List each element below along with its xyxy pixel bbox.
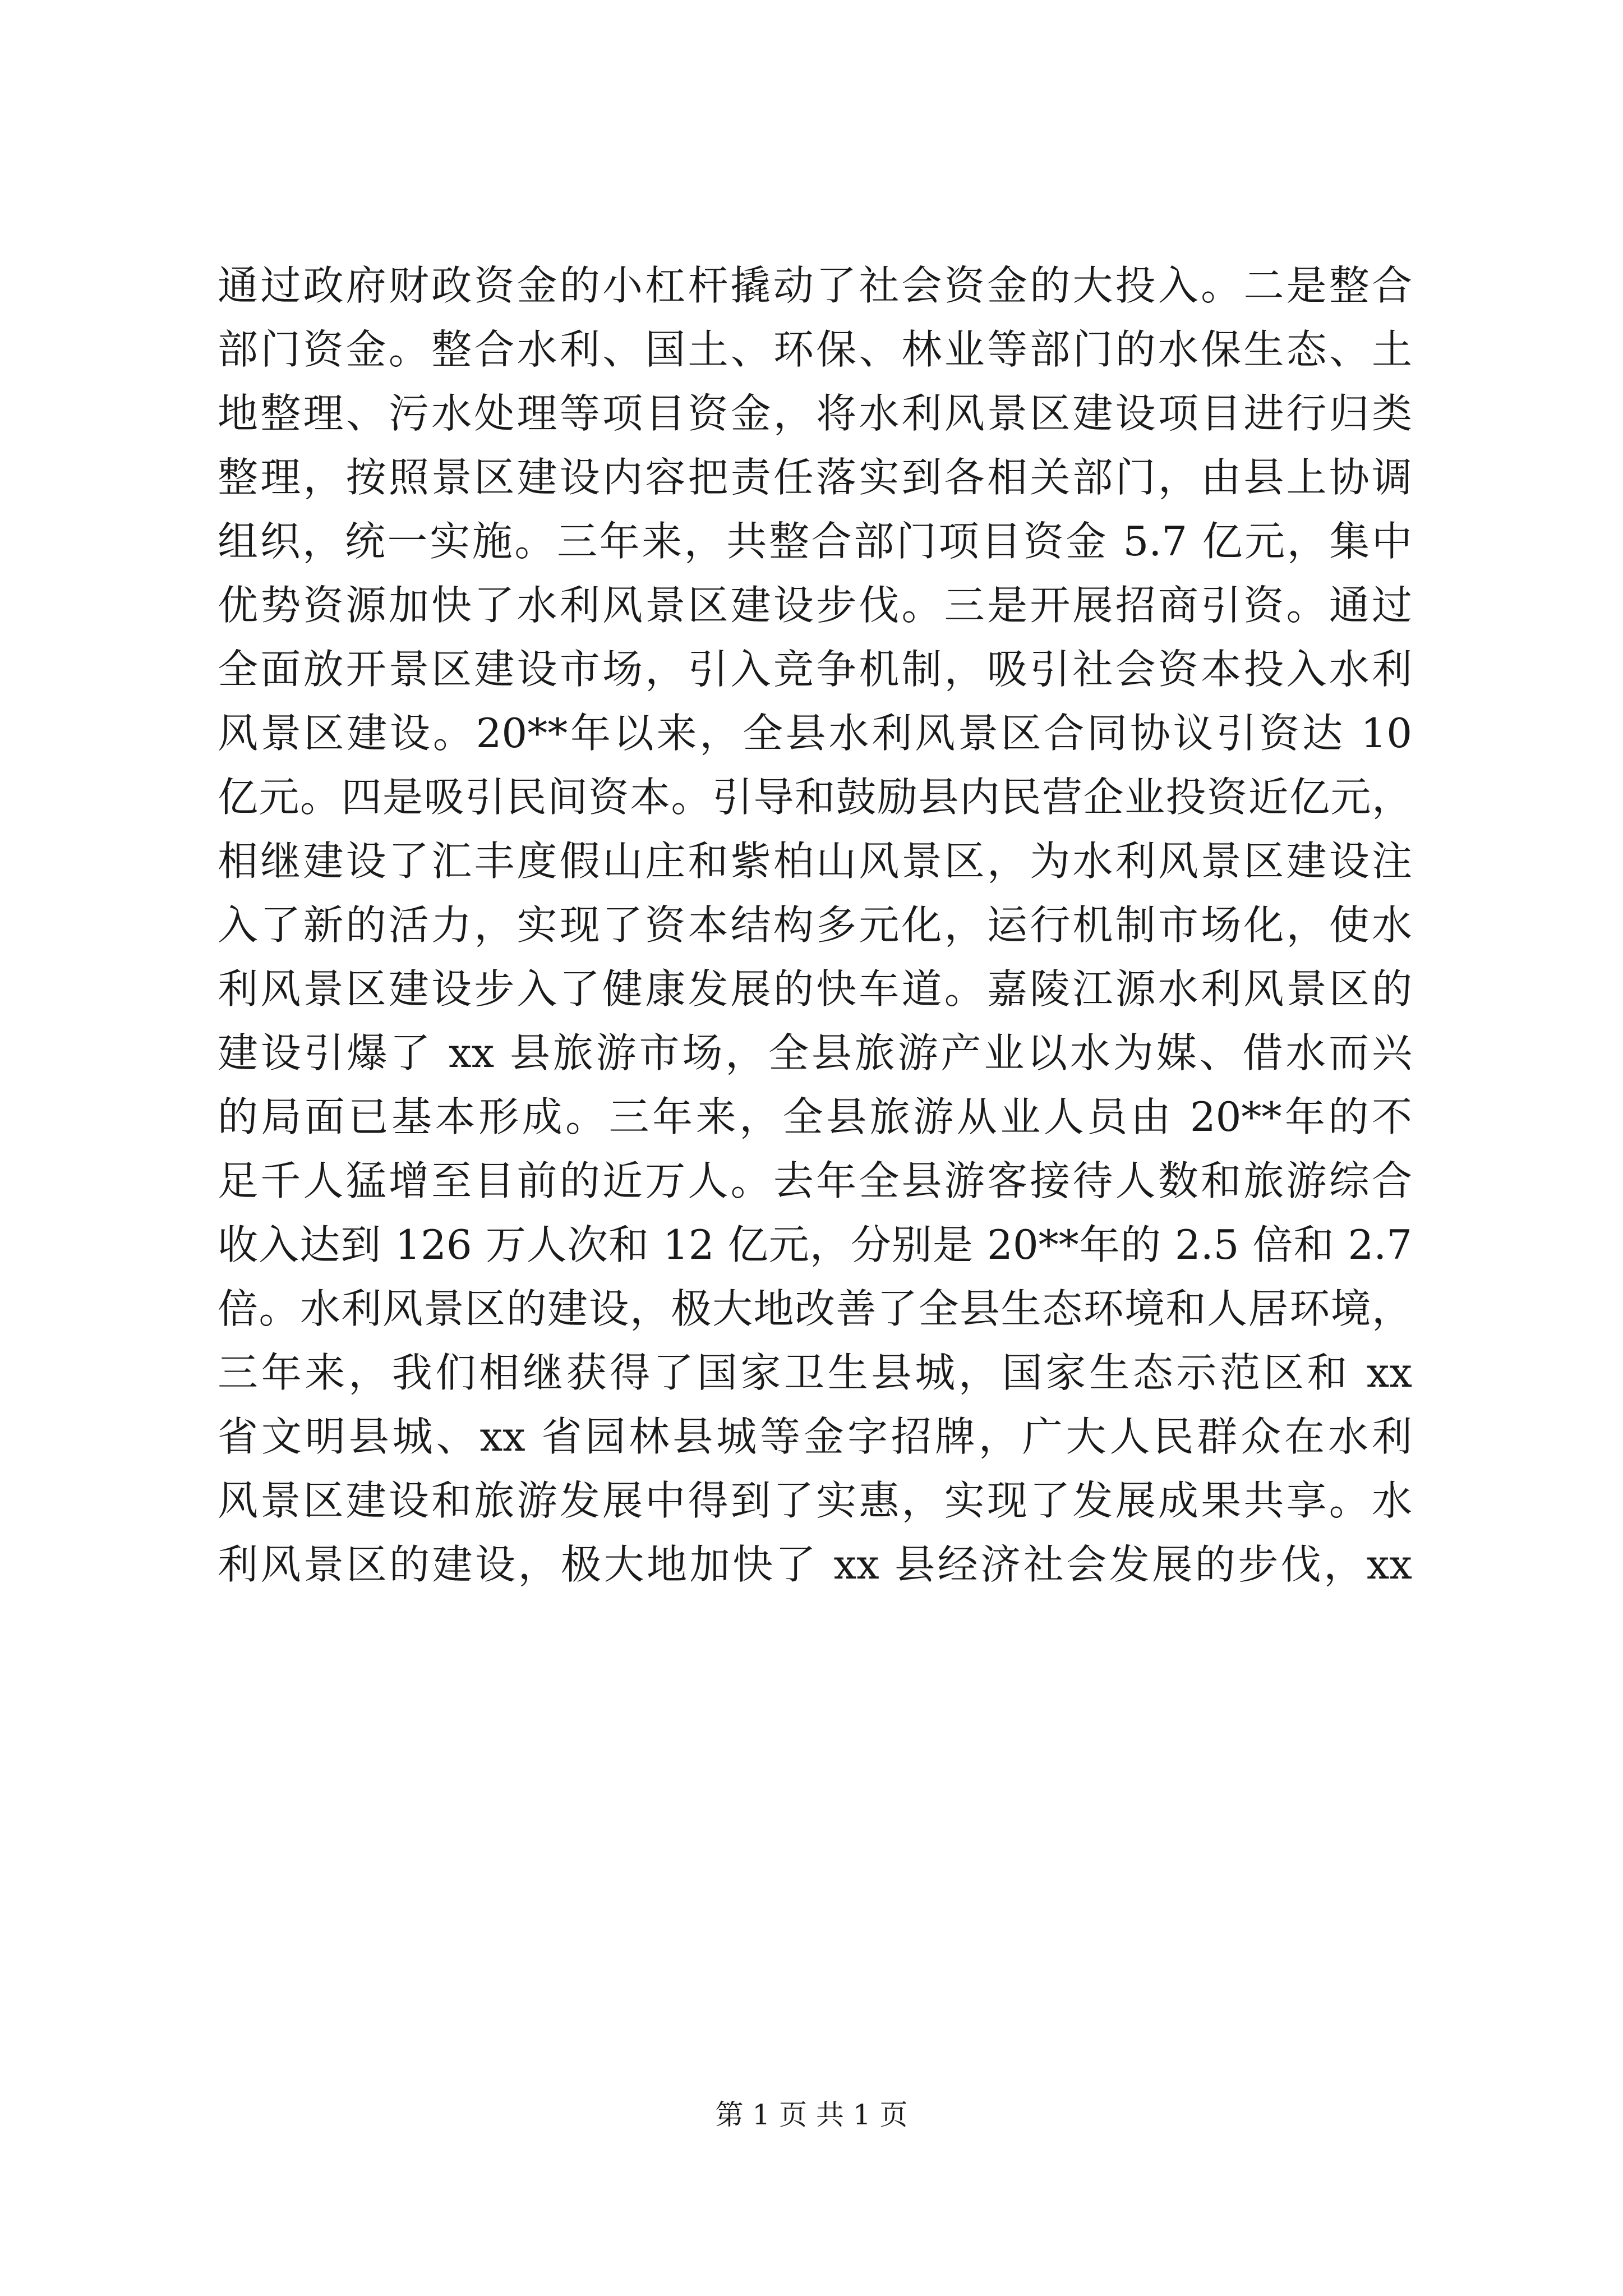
text-line: 通过政府财政资金的小杠杆撬动了社会资金的大投入。二是整合 <box>218 262 1412 309</box>
text-line: 优势资源加快了水利风景区建设步伐。三是开展招商引资。通过 <box>218 582 1412 629</box>
text-line: 收入达到 126 万人次和 12 亿元，分别是 20**年的 2.5 倍和 2.7 <box>218 1221 1412 1268</box>
text-line: 倍。水利风景区的建设，极大地改善了全县生态环境和人居环境， <box>218 1285 1412 1332</box>
text-line: 入了新的活力，实现了资本结构多元化，运行机制市场化，使水 <box>218 901 1412 949</box>
text-line: 省文明县城、xx 省园林县城等金字招牌，广大人民群众在水利 <box>218 1413 1412 1460</box>
text-line: 亿元。四是吸引民间资本。引导和鼓励县内民营企业投资近亿元， <box>218 774 1412 821</box>
page-number-footer: 第 1 页 共 1 页 <box>715 2099 908 2131</box>
text-line: 建设引爆了 xx 县旅游市场，全县旅游产业以水为媒、借水而兴 <box>218 1029 1412 1076</box>
text-line: 利风景区建设步入了健康发展的快车道。嘉陵江源水利风景区的 <box>218 965 1412 1013</box>
text-line: 风景区建设。20**年以来，全县水利风景区合同协议引资达 10 <box>218 710 1412 757</box>
text-line: 相继建设了汇丰度假山庄和紫柏山风景区，为水利风景区建设注 <box>218 838 1412 885</box>
text-line: 的局面已基本形成。三年来，全县旅游从业人员由 20**年的不 <box>218 1093 1412 1140</box>
text-line: 风景区建设和旅游发展中得到了实惠，实现了发展成果共享。水 <box>218 1477 1412 1524</box>
text-line: 三年来，我们相继获得了国家卫生县城，国家生态示范区和 xx <box>218 1349 1412 1396</box>
text-line: 全面放开景区建设市场，引入竞争机制，吸引社会资本投入水利 <box>218 646 1412 693</box>
text-line: 整理，按照景区建设内容把责任落实到各相关部门，由县上协调 <box>218 454 1412 501</box>
text-line: 地整理、污水处理等项目资金，将水利风景区建设项目进行归类 <box>218 390 1412 437</box>
text-line: 组织，统一实施。三年来，共整合部门项目资金 5.7 亿元，集中 <box>218 518 1412 565</box>
text-line: 足千人猛增至目前的近万人。去年全县游客接待人数和旅游综合 <box>218 1157 1412 1204</box>
body-text <box>218 254 1412 1596</box>
text-line: 利风景区的建设，极大地加快了 xx 县经济社会发展的步伐，xx <box>218 1541 1412 1588</box>
text-line: 部门资金。整合水利、国土、环保、林业等部门的水保生态、土 <box>218 326 1412 373</box>
